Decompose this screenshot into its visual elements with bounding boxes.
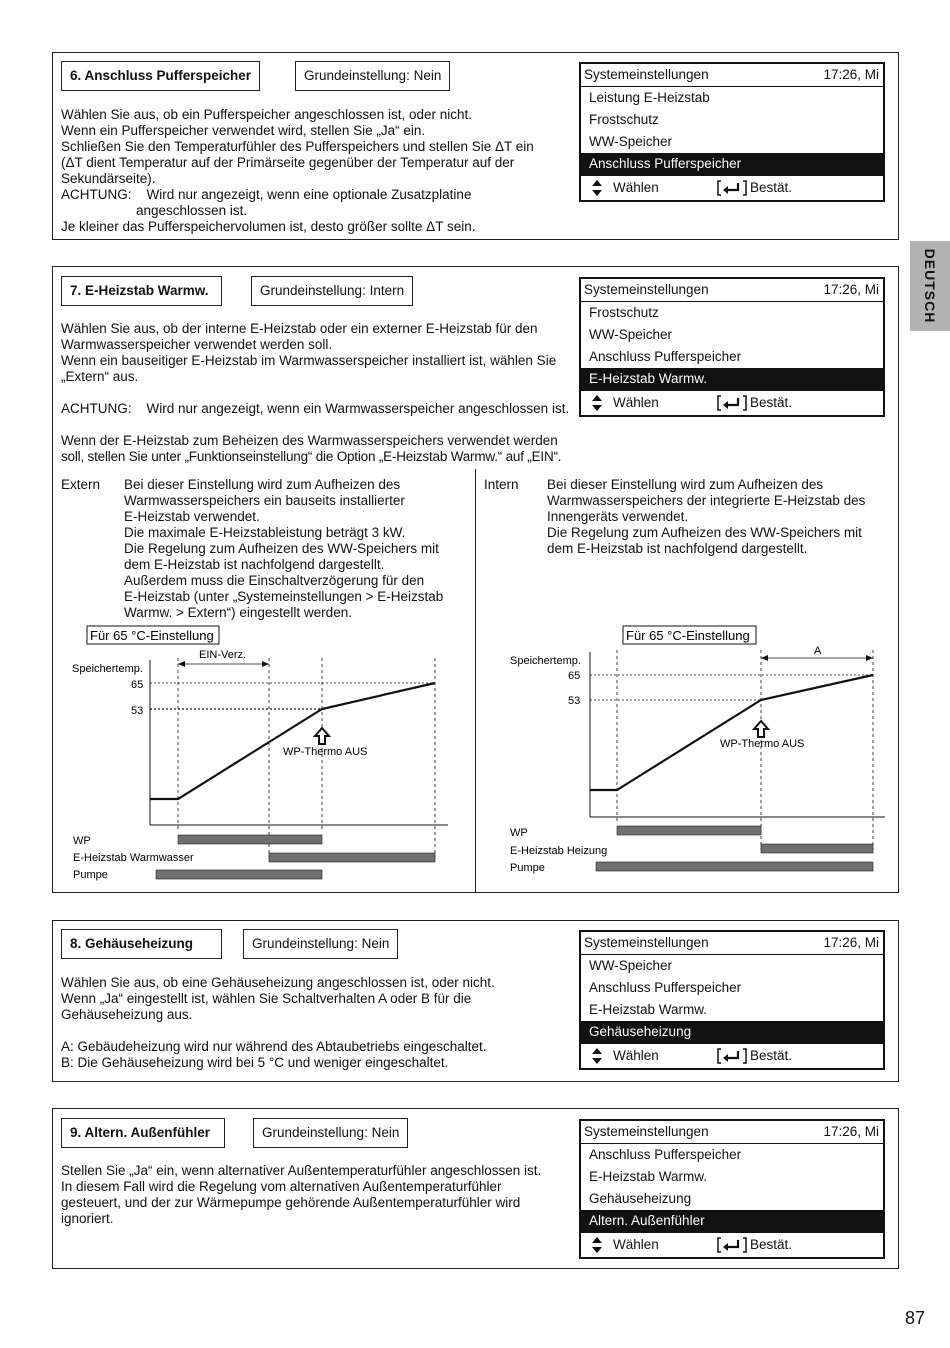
bar-label-wp: WP	[73, 835, 91, 847]
menu-time: 17:26, Mi	[823, 282, 879, 297]
menu-header	[581, 1121, 883, 1144]
text-line: Wenn ein bauseitiger E-Heizstab im Warmwasserspeicher installiert ist, wählen Sie	[61, 353, 557, 368]
enter-key-icon	[717, 1048, 747, 1064]
menu-item[interactable]: Leistung E-Heizstab	[589, 90, 710, 105]
menu-title: Systemeinstellungen	[584, 67, 709, 82]
enter-key-icon	[717, 1237, 747, 1253]
menu-item-selected[interactable]: Gehäuseheizung	[581, 1021, 883, 1043]
y-tick-53: 53	[131, 705, 144, 717]
confirm-label: Bestät.	[750, 180, 793, 195]
menu-footer	[581, 1232, 883, 1257]
text-line: soll, stellen Sie unter „Funktionseinstellung“ die Option „E-Heizstab Warmw.“ auf „EIN“.	[61, 449, 562, 464]
text-line: „Extern“ aus.	[61, 369, 139, 384]
menu-item[interactable]: Anschluss Pufferspeicher	[589, 980, 742, 995]
bar-label-wp: WP	[510, 827, 528, 839]
text-line: Warmwasserspeichers ein bauseits installierter	[124, 493, 405, 508]
thermo-label: WP-Thermo AUS	[720, 738, 805, 750]
up-down-arrows-icon	[591, 1236, 603, 1254]
text-line: In diesem Fall wird die Regelung vom alternativen Außentemperaturfühler	[61, 1179, 502, 1194]
up-down-arrows-icon	[591, 394, 603, 412]
menu-time: 17:26, Mi	[823, 67, 879, 82]
menu-item[interactable]: E-Heizstab Warmw.	[589, 1169, 708, 1184]
section-8-default: Grundeinstellung: Nein	[243, 929, 398, 959]
y-tick-65: 65	[131, 679, 144, 691]
settings-menu-7	[579, 277, 885, 417]
text-line: Wählen Sie aus, ob eine Gehäuseheizung angeschlossen ist, oder nicht.	[61, 975, 495, 990]
menu-item[interactable]: Anschluss Pufferspeicher	[589, 1147, 742, 1162]
menu-item[interactable]: Frostschutz	[589, 112, 659, 127]
menu-item[interactable]: E-Heizstab Warmw.	[589, 1002, 708, 1017]
section-7-title: 7. E-Heizstab Warmw.	[61, 276, 222, 306]
text-line: Je kleiner das Pufferspeichervolumen ist, desto größer sollte ΔT sein.	[61, 219, 476, 234]
section-7-text	[61, 321, 581, 465]
menu-header	[581, 64, 883, 87]
text-line: B: Die Gehäuseheizung wird bei 5 °C und weniger eingeschaltet.	[61, 1055, 449, 1070]
select-label: Wählen	[613, 395, 659, 410]
menu-item[interactable]: Gehäuseheizung	[589, 1191, 692, 1206]
text-line: Innengeräts verwendet.	[547, 509, 689, 524]
menu-item-selected[interactable]: Anschluss Pufferspeicher	[581, 153, 883, 175]
enter-key-icon	[717, 180, 747, 196]
y-tick-53: 53	[568, 695, 581, 707]
menu-item[interactable]: WW-Speicher	[589, 958, 673, 973]
enter-key-icon	[717, 395, 747, 411]
bar-heater	[269, 853, 435, 862]
menu-item[interactable]: WW-Speicher	[589, 134, 673, 149]
intern-timing-diagram	[500, 622, 890, 876]
language-tab	[910, 241, 950, 331]
section-9-default: Grundeinstellung: Nein	[253, 1118, 408, 1148]
text-line: Warmwasserspeicher verwendet werden soll.	[61, 337, 333, 352]
extern-text	[124, 477, 469, 621]
section-6-title: 6. Anschluss Pufferspeicher	[61, 61, 260, 91]
text-line: E-Heizstab (unter „Systemeinstellungen > E-Heizstab	[124, 589, 444, 604]
text-line	[61, 385, 581, 401]
text-line: Schließen Sie den Temperaturfühler des Pufferspeichers und stellen Sie ΔT ein	[61, 139, 534, 154]
language-label: DEUTSCH	[922, 248, 938, 324]
bar-heater	[761, 844, 873, 853]
text-line: ignoriert.	[61, 1211, 114, 1226]
text-line: Wenn der E-Heizstab zum Beheizen des Warmwasserspeichers verwendet werden	[61, 433, 558, 448]
text-line: Wählen Sie aus, ob der interne E-Heizstab oder ein externer E-Heizstab für den	[61, 321, 538, 336]
text-line	[61, 417, 581, 433]
intern-label: Intern	[484, 477, 519, 492]
text-line: Bei dieser Einstellung wird zum Aufheizen des	[547, 477, 824, 492]
up-arrow-icon	[754, 721, 768, 737]
bar-label-heater: E-Heizstab Warmwasser	[73, 852, 194, 864]
y-axis-label: Speichertemp.	[72, 663, 143, 675]
intern-text	[547, 477, 892, 557]
menu-footer	[581, 1043, 883, 1068]
menu-item[interactable]: WW-Speicher	[589, 327, 673, 342]
settings-menu-6	[579, 62, 885, 202]
section-6-default: Grundeinstellung: Nein	[295, 61, 450, 91]
menu-title: Systemeinstellungen	[584, 1124, 709, 1139]
text-line: Stellen Sie „Ja“ ein, wenn alternativer Außentemperaturfühler angeschlossen ist.	[61, 1163, 542, 1178]
delay-label: EIN-Verz.	[199, 649, 247, 661]
select-label: Wählen	[613, 1237, 659, 1252]
menu-title: Systemeinstellungen	[584, 935, 709, 950]
menu-footer	[581, 175, 883, 200]
text-line: dem E-Heizstab ist nachfolgend dargestellt.	[124, 557, 385, 572]
temperature-curve	[150, 683, 435, 799]
column-divider	[475, 469, 476, 893]
confirm-label: Bestät.	[750, 1237, 793, 1252]
section-8-text	[61, 975, 576, 1071]
chart-tag: Für 65 °C-Einstellung	[90, 628, 214, 643]
menu-header	[581, 932, 883, 955]
menu-time: 17:26, Mi	[823, 935, 879, 950]
page-number: 87	[904, 1308, 925, 1328]
settings-menu-8	[579, 930, 885, 1070]
text-line: A: Gebäudeheizung wird nur während des Abtaubetriebs eingeschaltet.	[61, 1039, 487, 1054]
text-line: Sekundärseite).	[61, 171, 156, 186]
temperature-curve	[590, 675, 873, 790]
text-line	[61, 1023, 576, 1039]
bar-label-heater: E-Heizstab Heizung	[510, 845, 608, 857]
text-line: E-Heizstab verwendet.	[124, 509, 260, 524]
thermo-label: WP-Thermo AUS	[283, 746, 368, 758]
section-9-text	[61, 1163, 576, 1227]
y-axis-label: Speichertemp.	[510, 655, 581, 667]
menu-time: 17:26, Mi	[823, 1124, 879, 1139]
extern-label: Extern	[61, 477, 101, 492]
section-7-default: Grundeinstellung: Intern	[251, 276, 413, 306]
up-down-arrows-icon	[591, 1047, 603, 1065]
menu-item-selected[interactable]: E-Heizstab Warmw.	[581, 368, 883, 390]
up-down-arrows-icon	[591, 179, 603, 197]
text-line: Gehäuseheizung aus.	[61, 1007, 193, 1022]
menu-item[interactable]: Frostschutz	[589, 305, 659, 320]
select-label: Wählen	[613, 1048, 659, 1063]
bar-label-pump: Pumpe	[510, 862, 545, 874]
section-6-text	[61, 107, 576, 235]
text-line: gesteuert, und der zur Wärmepumpe gehörende Außentemperaturfühler wird	[61, 1195, 521, 1210]
section-9-title: 9. Altern. Außenfühler	[61, 1118, 225, 1148]
section-8-title: 8. Gehäuseheizung	[61, 929, 222, 959]
bar-pump	[596, 862, 873, 871]
menu-title: Systemeinstellungen	[584, 282, 709, 297]
text-line: (ΔT dient Temperatur auf der Primärseite gegenüber der Temperatur auf der	[61, 155, 515, 170]
extern-timing-diagram	[60, 622, 470, 884]
text-line: Wählen Sie aus, ob ein Pufferspeicher angeschlossen ist, oder nicht.	[61, 107, 472, 122]
text-line: ACHTUNG: Wird nur angezeigt, wenn ein Warmwasserspeicher angeschlossen ist.	[61, 401, 570, 416]
text-line: Warmw. > Extern“) eingestellt werden.	[124, 605, 352, 620]
y-tick-65: 65	[568, 670, 581, 682]
settings-menu-9	[579, 1119, 885, 1259]
chart-tag: Für 65 °C-Einstellung	[626, 628, 750, 643]
text-line: Warmwasserspeichers der integrierte E-Heizstab des	[547, 493, 866, 508]
menu-item[interactable]: Anschluss Pufferspeicher	[589, 349, 742, 364]
text-line: ACHTUNG: Wird nur angezeigt, wenn eine optionale Zusatzplatine	[61, 187, 472, 202]
text-line: Die maximale E-Heizstableistung beträgt 3 kW.	[124, 525, 406, 540]
delay-label: A	[814, 645, 822, 657]
text-line: Außerdem muss die Einschaltverzögerung für den	[124, 573, 425, 588]
bar-wp	[178, 835, 322, 844]
confirm-label: Bestät.	[750, 1048, 793, 1063]
menu-item-selected[interactable]: Altern. Außenfühler	[581, 1210, 883, 1232]
text-line: dem E-Heizstab ist nachfolgend dargestellt.	[547, 541, 808, 556]
up-arrow-icon	[315, 728, 329, 744]
bar-label-pump: Pumpe	[73, 869, 108, 881]
text-line: Die Regelung zum Aufheizen des WW-Speichers mit	[547, 525, 862, 540]
menu-footer	[581, 390, 883, 415]
text-line: Wenn „Ja“ eingestellt ist, wählen Sie Schaltverhalten A oder B für die	[61, 991, 472, 1006]
bar-pump	[156, 870, 322, 879]
text-line: Die Regelung zum Aufheizen des WW-Speichers mit	[124, 541, 439, 556]
text-line: Bei dieser Einstellung wird zum Aufheizen des	[124, 477, 401, 492]
text-line: Wenn ein Pufferspeicher verwendet wird, stellen Sie „Ja“ ein.	[61, 123, 426, 138]
menu-header	[581, 279, 883, 302]
bar-wp	[617, 826, 761, 835]
confirm-label: Bestät.	[750, 395, 793, 410]
select-label: Wählen	[613, 180, 659, 195]
text-line: angeschlossen ist.	[61, 203, 248, 218]
